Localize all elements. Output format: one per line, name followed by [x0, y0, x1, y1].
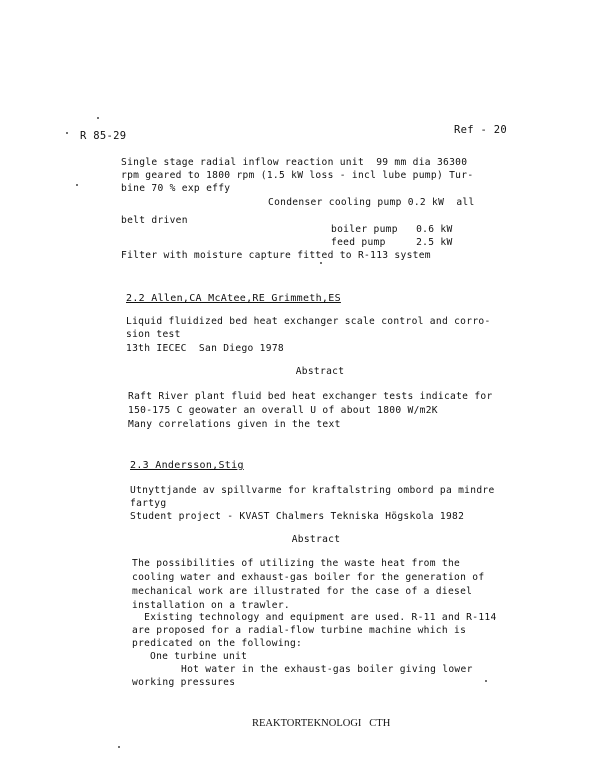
- page-footer: REAKTORTEKNOLOGI CTH: [252, 718, 391, 729]
- reference-title-line: Utnyttjande av spillvarme for kraftalstring ombord pa mindre: [130, 485, 495, 496]
- abstract-line: installation on a trawler.: [132, 600, 290, 611]
- scan-speck: [118, 746, 120, 748]
- reference-title-line: Liquid fluidized bed heat exchanger scale control and corro-: [126, 316, 491, 327]
- boiler-pump-line: boiler pump 0.6 kW: [331, 224, 453, 235]
- entry-description-line: Single stage radial inflow reaction unit 99 mm dia 36300: [121, 157, 468, 168]
- source-line: Student project - KVAST Chalmers Tekniska Högskola 1982: [130, 511, 465, 522]
- belt-line: belt driven: [121, 215, 188, 226]
- scan-speck: [66, 132, 68, 134]
- abstract-line: cooling water and exhaust-gas boiler for the generation of: [132, 572, 485, 583]
- abstract-line: are proposed for a radial-flow turbine machine which is: [132, 625, 467, 636]
- section-heading: 2.3 Andersson,Stig: [130, 460, 244, 471]
- scan-speck: [97, 117, 99, 119]
- abstract-line: predicated on the following:: [132, 638, 303, 649]
- abstract-label: Abstract: [291, 534, 341, 545]
- scan-speck: [320, 262, 322, 264]
- reference-number: Ref - 20: [454, 124, 507, 136]
- reference-title-line: sion test: [126, 329, 181, 340]
- list-item-continuation: working pressures: [132, 677, 236, 688]
- scan-speck: [485, 680, 487, 682]
- abstract-label: Abstract: [295, 366, 345, 377]
- reference-title-line: fartyg: [130, 498, 167, 509]
- report-number: R 85-29: [80, 130, 127, 142]
- list-item: One turbine unit: [150, 651, 248, 662]
- abstract-line: Many correlations given in the text: [128, 419, 341, 430]
- filter-line: Filter with moisture capture fitted to R-113 system: [121, 250, 431, 261]
- entry-description-line: bine 70 % exp effy: [121, 183, 231, 194]
- scan-speck: [76, 184, 78, 186]
- section-heading: 2.2 Allen,CA McAtee,RE Grimmeth,ES: [126, 293, 341, 304]
- abstract-line: mechanical work are illustrated for the case of a diesel: [132, 586, 473, 597]
- entry-description-line: rpm geared to 1800 rpm (1.5 kW loss - incl lube pump) Tur-: [121, 170, 474, 181]
- abstract-line: The possibilities of utilizing the waste heat from the: [132, 558, 461, 569]
- feed-pump-line: feed pump 2.5 kW: [331, 237, 453, 248]
- abstract-line: Existing technology and equipment are used. R-11 and R-114: [132, 612, 497, 623]
- conference-line: 13th IECEC San Diego 1978: [126, 343, 284, 354]
- list-item: Hot water in the exhaust-gas boiler giving lower: [181, 664, 473, 675]
- abstract-line: 150-175 C geowater an overall U of about 1800 W/m2K: [128, 405, 438, 416]
- abstract-line: Raft River plant fluid bed heat exchanger tests indicate for: [128, 391, 493, 402]
- condenser-line: Condenser cooling pump 0.2 kW all: [268, 197, 475, 208]
